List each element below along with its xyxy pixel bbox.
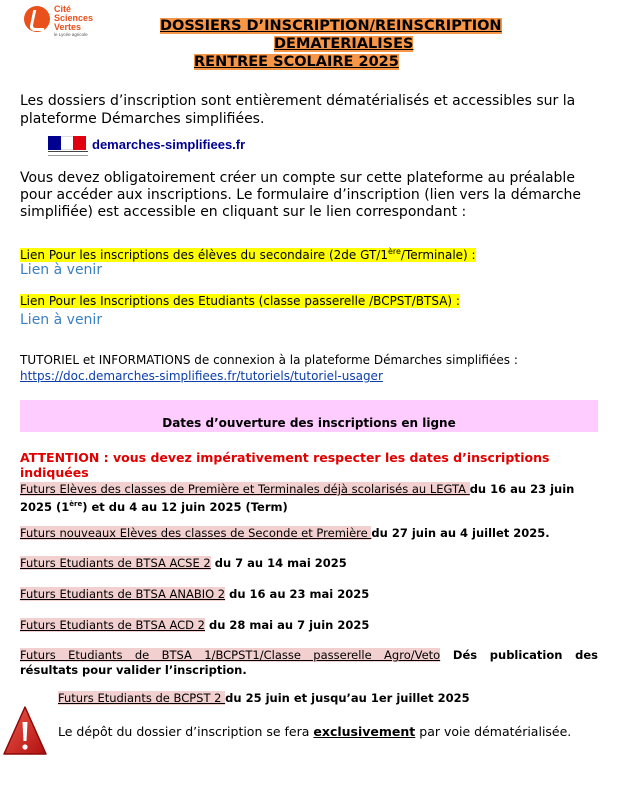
link-label-students: Lien Pour les Inscriptions des Etudiants (classe passerelle /BCPST/BTSA) : [20,294,460,308]
logo-line-2: Sciences [54,13,94,23]
link-secondary[interactable]: Lien à venir [20,262,103,278]
date-row-bcpst2: Futurs Etudiants de BCPST 2 du 25 juin et jusqu’au 1er juillet 2025 [58,691,470,705]
link-label-secondary: Lien Pour les inscriptions des élèves du secondaire (2de GT/1ère/Terminale) : [20,247,476,262]
date-row-btsa-acse: Futurs Etudiants de BTSA ACSE 2 du 7 au 14 mai 2025 [20,556,347,570]
title-line-1: DOSSIERS D’INSCRIPTION/REINSCRIPTION [160,18,502,34]
warning-icon [2,704,48,758]
demarches-simplifiees-logo [48,134,268,160]
logo-subtitle: le Lycée agricole [54,32,88,37]
ds-logo-text: demarches-simplifiees.fr [92,137,246,152]
date-row-premiere-terminale: Futurs Elèves des classes de Première et Terminales déjà scolarisés au LEGTA du 16 au 23 juin 2025 (1ère) et du 4 au 12 juin 2025 (Term) [20,482,575,514]
logo-text [54,5,93,32]
french-flag-icon [48,136,86,156]
date-row-btsa-acd: Futurs Etudiants de BTSA ACD 2 du 28 mai au 7 juin 2025 [20,618,370,632]
date-row-btsa1-bcpst1-cont: résultats pour valider l’inscription. [20,663,247,677]
link-students[interactable]: Lien à venir [20,312,103,328]
logo-line-3: Vertes [54,22,82,32]
depot-text: Le dépôt du dossier d’inscription se fera exclusivement par voie dématérialisée. [58,724,572,739]
date-row-btsa-anabio: Futurs Etudiants de BTSA ANABIO 2 du 16 au 23 mai 2025 [20,587,370,601]
title-line-2: DEMATERIALISES [274,36,414,52]
attention-text: ATTENTION : vous devez impérativement respecter les dates d’inscriptions indiquées [20,450,550,480]
date-row-seconde-premiere: Futurs nouveaux Elèves des classes de Seconde et Première du 27 juin au 4 juillet 2025. [20,526,550,540]
intro-text: Les dossiers d’inscription sont entièrement dématérialisés et accessibles sur la plateforme Démarches simplifiées. [20,93,576,127]
dates-header-bar [20,400,598,432]
title-line-3: RENTREE SCOLAIRE 2025 [194,54,399,70]
tutorial-link[interactable]: https://doc.demarches-simplifiees.fr/tutoriels/tutoriel-usager [20,369,383,383]
instructions-paragraph: Vous devez obligatoirement créer un compte sur cette plateforme au préalable pour accéder aux inscriptions. Le formulaire d’inscription (lien vers la démarche simplifiée) est accessible en cliquant sur le lien correspondant : [20,170,582,220]
logo-line-1: Cité [54,4,72,14]
logo-mark-icon [24,6,50,32]
school-logo [24,4,104,44]
dates-header: Dates d’ouverture des inscriptions en ligne [162,416,456,430]
date-row-btsa1-bcpst1: Futurs Etudiants de BTSA 1/BCPST1/Classe passerelle Agro/Veto Dés publication des [20,648,598,662]
tutorial-text: TUTORIEL et INFORMATIONS de connexion à la plateforme Démarches simplifiées : [20,353,518,367]
